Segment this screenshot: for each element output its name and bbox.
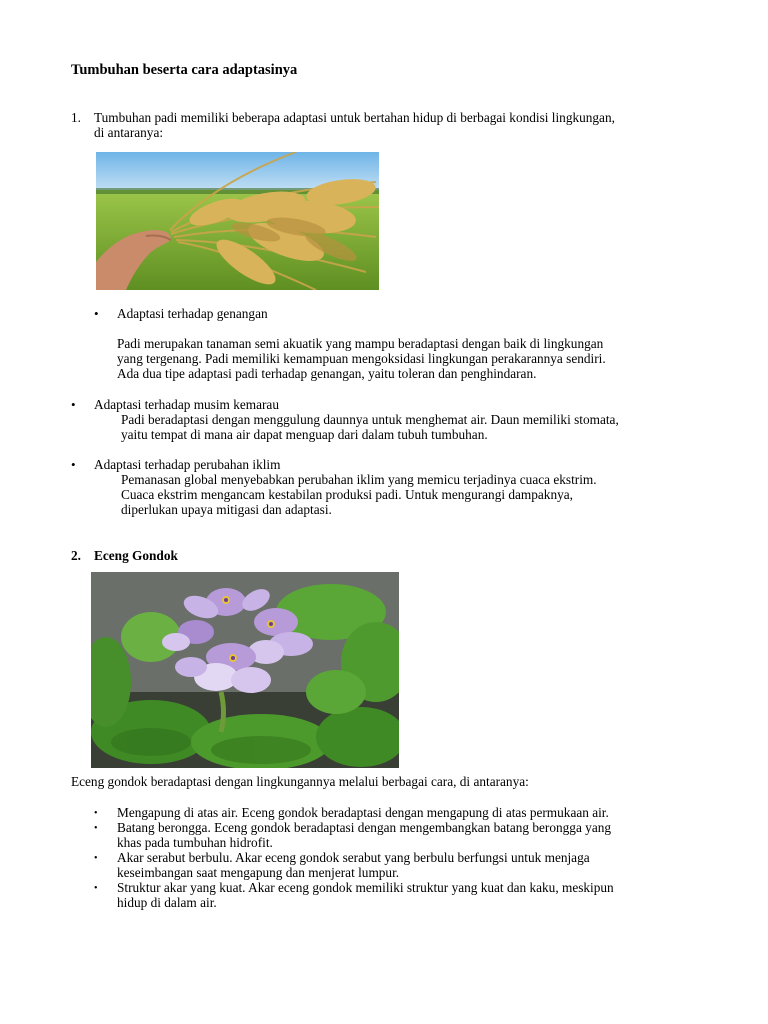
page-title: Tumbuhan beserta cara adaptasinya (71, 62, 298, 78)
section-2-number: 2. (71, 548, 81, 563)
section-2-heading: Eceng Gondok (94, 548, 178, 563)
bullet-marker: • (71, 457, 76, 472)
bullet-c-line-2: Cuaca ekstrim mengancam kestabilan produksi padi. Untuk mengurangi dampaknya, (121, 487, 573, 502)
list-item-4-line-1: Struktur akar yang kuat. Akar eceng gondok memiliki struktur yang kuat dan kaku, meskipun (117, 880, 614, 895)
bullet-c-heading: Adaptasi terhadap perubahan iklim (94, 457, 281, 472)
list-item-3-line-2: keseimbangan saat mengapung dan menjerat lumpur. (117, 865, 400, 880)
bullet-a-line-1: Padi merupakan tanaman semi akuatik yang mampu beradaptasi dengan baik di lingkungan (117, 336, 604, 351)
section-1-intro-line-1: Tumbuhan padi memiliki beberapa adaptasi untuk bertahan hidup di berbagai kondisi lingkungan, (94, 110, 615, 125)
list-bullet: • (94, 823, 98, 834)
bullet-b-line-2: yaitu tempat di mana air dapat menguap dari dalam tubuh tumbuhan. (121, 427, 488, 442)
list-item-2-line-1: Batang berongga. Eceng gondok beradaptasi dengan mengembangkan batang berongga yang (117, 820, 612, 835)
section-1-intro-line-2: di antaranya: (94, 125, 164, 140)
section-1-number: 1. (71, 110, 81, 125)
bullet-a-heading: Adaptasi terhadap genangan (117, 306, 268, 321)
list-item-2-line-2: khas pada tumbuhan hidrofit. (117, 835, 273, 850)
list-item-4-line-2: hidup di dalam air. (117, 895, 217, 910)
list-bullet: • (94, 808, 98, 819)
bullet-c-line-3: diperlukan upaya mitigasi dan adaptasi. (121, 502, 332, 517)
bullet-a-line-3: Ada dua tipe adaptasi padi terhadap genangan, yaitu toleran dan penghindaran. (117, 366, 537, 381)
list-item-1-line-1: Mengapung di atas air. Eceng gondok beradaptasi dengan mengapung di atas permukaan air. (117, 805, 609, 820)
list-bullet: • (94, 853, 98, 864)
rice-photo (96, 152, 379, 290)
bullet-marker: • (94, 306, 99, 321)
bullet-marker: • (71, 397, 76, 412)
list-bullet: • (94, 883, 98, 894)
bullet-a-line-2: yang tergenang. Padi memiliki kemampuan mengoksidasi lingkungan perakarannya sendiri. (117, 351, 606, 366)
bullet-c-line-1: Pemanasan global menyebabkan perubahan iklim yang memicu terjadinya cuaca ekstrim. (121, 472, 597, 487)
water-hyacinth-photo (91, 572, 399, 768)
list-item-3-line-1: Akar serabut berbulu. Akar eceng gondok serabut yang berbulu berfungsi untuk menjaga (117, 850, 590, 865)
bullet-b-line-1: Padi beradaptasi dengan menggulung daunnya untuk menghemat air. Daun memiliki stomata, (121, 412, 619, 427)
section-2-intro: Eceng gondok beradaptasi dengan lingkungannya melalui berbagai cara, di antaranya: (71, 774, 529, 789)
bullet-b-heading: Adaptasi terhadap musim kemarau (94, 397, 279, 412)
